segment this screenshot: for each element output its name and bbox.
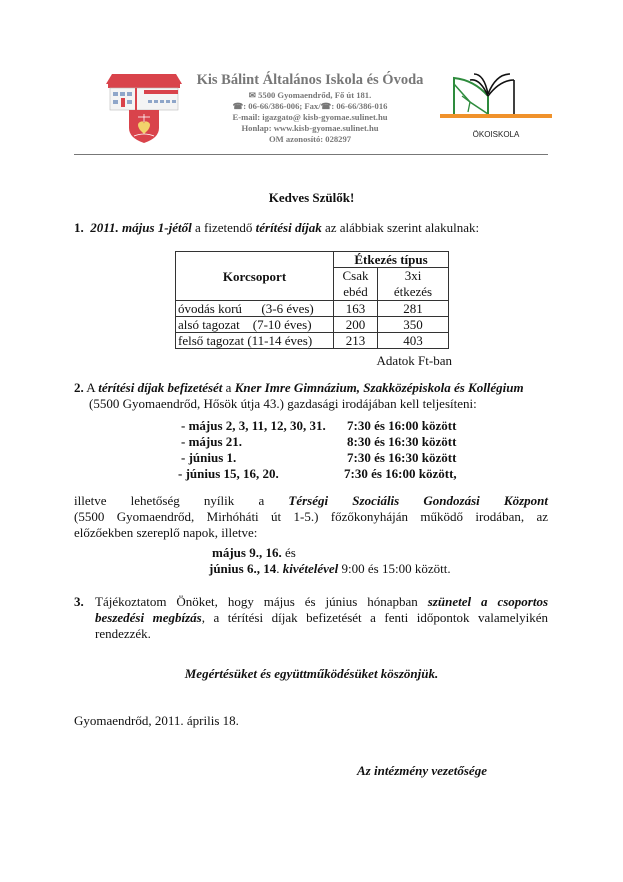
section-3-line-2: beszedési megbízás, a térítési díjak befizetését a fenti időpontok valamelyikén [95,610,548,625]
alternative-office-line-1: illetve lehetőség nyílik a Térségi Szociális Gondozási Központ [74,493,548,508]
fee-table [175,251,449,349]
currency-note: Adatok Ft-ban [376,353,452,368]
schedule-hours-4: 7:30 és 16:00 között, [344,466,457,481]
alternative-office-line-2: (5500 Gyomaendrőd, Mirhóháti út 1-5.) főzőkonyháján működő irodában, az [74,509,548,524]
section-3-line-3: rendezzék. [95,626,151,641]
section-2-intro: 2. A térítési díjak befizetését a Kner Imre Gimnázium, Szakközépiskola és Kollégium [74,380,524,395]
section-3-line-1: Tájékoztatom Önöket, hogy május és június hónapban szünetel a csoportos [95,594,548,609]
school-name: Kis Bálint Általános Iskola és Óvoda [196,72,424,88]
schedule-hours-2: 8:30 és 16:30 között [347,434,457,449]
school-phone-fax: ☎: 06-66/386-006; Fax/☎: 06-66/386-016 [232,101,388,111]
section-2-address: (5500 Gyomaendrőd, Hősök útja 43.) gazdasági irodájában kell teljesíteni: [89,396,477,411]
school-address: ✉ 5500 Gyomaendrőd, Fő út 181. [248,90,372,100]
table-row: alsó tagozat (7-10 éves) 200 350 [176,317,449,333]
schedule-hours-1: 7:30 és 16:00 között [347,418,457,433]
section-1-intro: 1. 2011. május 1-jétől a fizetendő térítési díjak az alábbiak szerint alakulnak: [74,220,480,235]
school-om-id: OM azonosító: 028297 [268,134,352,144]
place-and-date: Gyomaendrőd, 2011. április 18. [74,713,239,728]
alternative-days-2: június 6., 14. kivételével 9:00 és 15:00 között. [209,561,451,576]
school-email: E-mail: igazgato@ kisb-gyomae.sulinet.hu [232,112,388,122]
letterhead-divider [74,154,548,155]
telephone-icon: ☎ [320,101,332,111]
schedule-dates-2: - május 21. [181,434,243,449]
table-row: óvodás korú (3-6 éves) 163 281 [176,301,449,317]
telephone-icon: ☎ [232,101,244,111]
table-row: felső tagozat (11-14 éves) 213 403 [176,333,449,349]
open-book-leaf-icon [440,70,552,128]
schedule-dates-1: - május 2, 3, 11, 12, 30, 31. [181,418,326,433]
eco-school-label: ÖKOISKOLA [472,130,520,139]
table-header-three-meals: 3xi étkezés [378,268,449,301]
thanks-line: Megértésüket és együttműködésüket köszönjük. [184,666,439,681]
greeting: Kedves Szülők! [268,190,355,205]
eco-school-logo [440,70,552,150]
schedule-hours-3: 7:30 és 16:30 között [347,450,457,465]
section-3-number: 3. [74,594,84,609]
schedule-dates-3: - június 1. [181,450,237,465]
envelope-icon: ✉ [248,90,256,100]
table-header-group: Korcsoport [176,252,334,301]
signature: Az intézmény vezetősége [357,763,487,778]
alternative-office-line-3: előzőekben szereplő napok, illetve: [74,525,258,540]
table-header-meal-type: Étkezés típus [334,252,449,268]
schedule-dates-4: - június 15, 16, 20. [178,466,279,481]
table-header-lunch-only: Csak ebéd [334,268,378,301]
school-homepage: Honlap: www.kisb-gyomae.sulinet.hu [241,123,379,133]
alternative-days-1: május 9., 16. és [212,545,296,560]
